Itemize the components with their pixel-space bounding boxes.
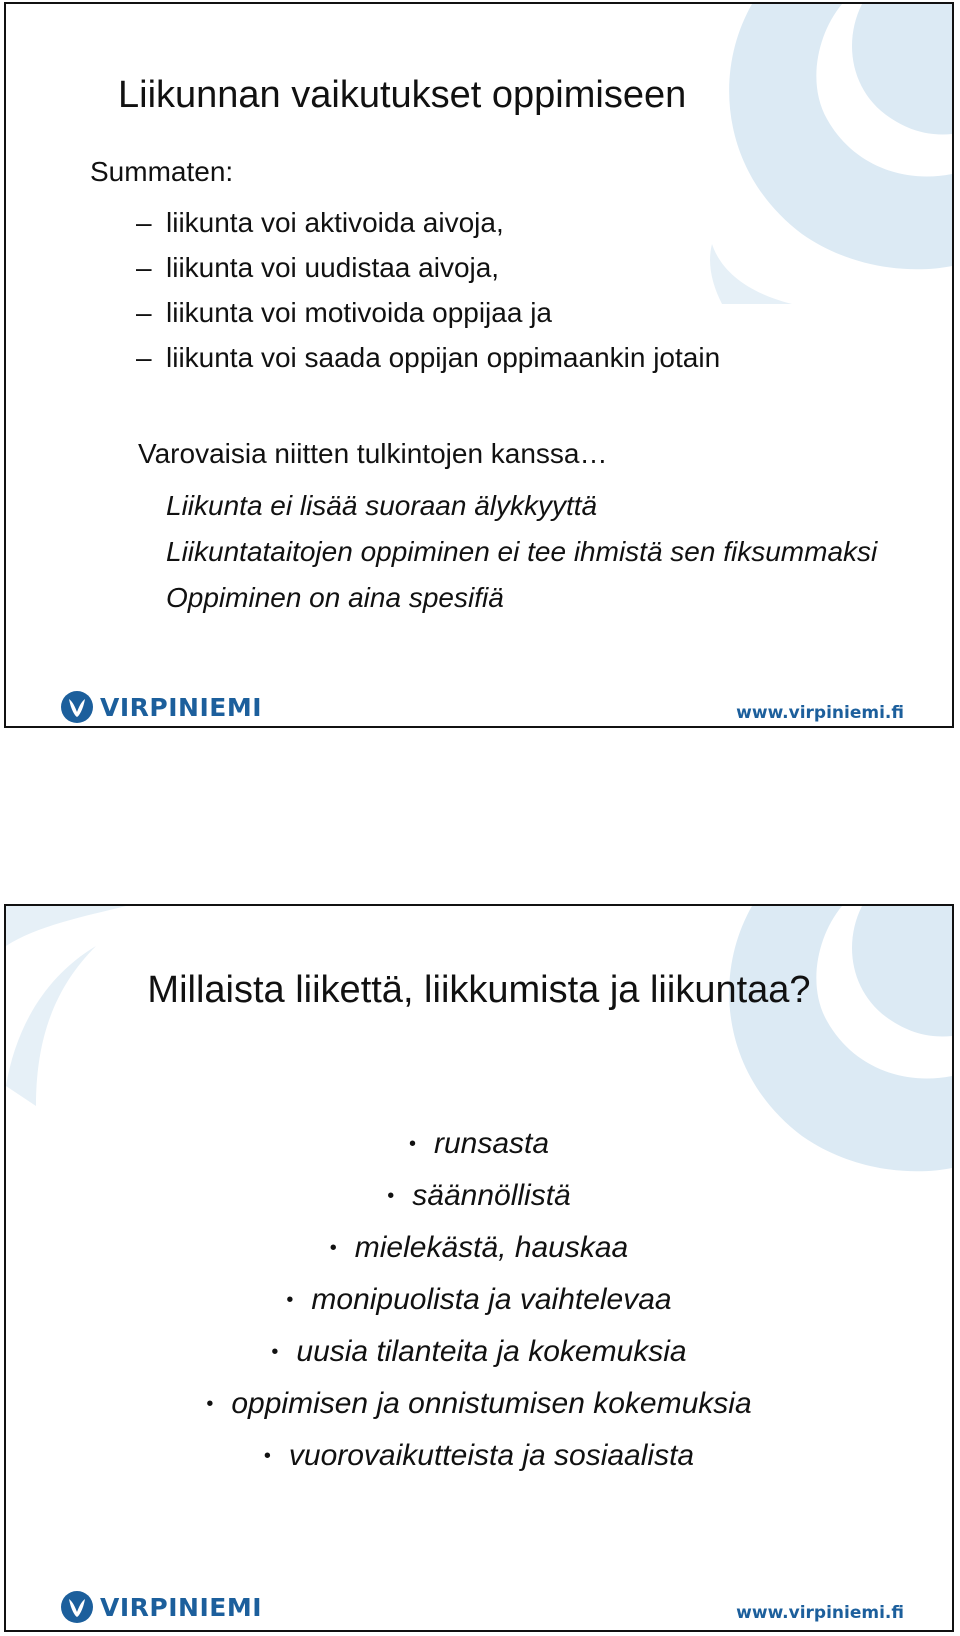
list-item-text: uusia tilanteita ja kokemuksia — [296, 1335, 687, 1368]
list-item — [136, 290, 720, 335]
list-item-text: liikunta voi motivoida oppijaa ja — [166, 297, 552, 328]
dash-marker: – — [136, 297, 152, 328]
list-item-text: mielekästä, hauskaa — [354, 1231, 629, 1264]
list-item: Liikunta ei lisää suoraan älykkyyttä — [166, 490, 598, 521]
bullet-marker: • — [408, 1133, 416, 1155]
list-item — [6, 1430, 952, 1482]
list-item-text: oppimisen ja onnistumisen kokemuksia — [231, 1387, 752, 1420]
dash-marker: – — [136, 252, 152, 283]
list-item — [6, 1170, 952, 1222]
bullet-marker: • — [387, 1185, 395, 1207]
bullet-marker: • — [329, 1237, 337, 1259]
logo — [60, 1590, 262, 1624]
list-item — [6, 1378, 952, 1430]
website-url: www.virpiniemi.fi — [736, 1603, 904, 1623]
list-item — [6, 1222, 952, 1274]
corner-swirl-decoration — [692, 4, 952, 304]
caution-list — [166, 486, 926, 624]
list-item-text: liikunta voi uudistaa aivoja, — [166, 252, 500, 283]
bullet-marker: • — [271, 1341, 279, 1363]
list-item-text: säännöllistä — [412, 1179, 571, 1212]
bullet-marker: • — [286, 1289, 294, 1311]
list-item: Oppiminen on aina spesifiä — [166, 582, 504, 613]
list-item — [6, 1274, 952, 1326]
list-item — [136, 245, 720, 290]
summary-label: Summaten: — [90, 156, 234, 187]
summary-list — [136, 200, 720, 380]
website-url: www.virpiniemi.fi — [736, 703, 904, 723]
logo-text: VIRPINIEMI — [100, 692, 263, 722]
slide-title: Millaista liikettä, liikkumista ja liikuntaa? — [147, 969, 811, 1011]
list-item-text: liikunta voi aktivoida aivoja, — [166, 207, 504, 238]
bullet-marker: • — [263, 1445, 271, 1467]
caution-text: Varovaisia niitten tulkintojen kanssa… — [138, 438, 608, 469]
bullet-marker: • — [206, 1393, 214, 1415]
slide-2 — [4, 904, 954, 1632]
list-item-text: monipuolista ja vaihtelevaa — [311, 1283, 672, 1316]
virpiniemi-logo-icon — [60, 690, 94, 724]
list-item-text: runsasta — [433, 1127, 550, 1160]
logo-text: VIRPINIEMI — [100, 1592, 263, 1622]
list-item: Liikuntataitojen oppiminen ei tee ihmistä sen fiksummaksi — [166, 536, 878, 567]
dash-marker: – — [136, 207, 152, 238]
dash-marker: – — [136, 342, 152, 373]
list-item-text: vuorovaikutteista ja sosiaalista — [288, 1439, 695, 1472]
list-item-text: liikunta voi saada oppijan oppimaankin jotain — [166, 342, 721, 373]
slide-1 — [4, 2, 954, 728]
list-item — [136, 200, 720, 245]
bullet-list — [6, 1118, 952, 1482]
virpiniemi-logo-icon — [60, 1590, 94, 1624]
list-item — [6, 1326, 952, 1378]
slide-title: Liikunnan vaikutukset oppimiseen — [118, 74, 687, 116]
logo — [60, 690, 262, 724]
list-item — [136, 335, 720, 380]
list-item — [6, 1118, 952, 1170]
